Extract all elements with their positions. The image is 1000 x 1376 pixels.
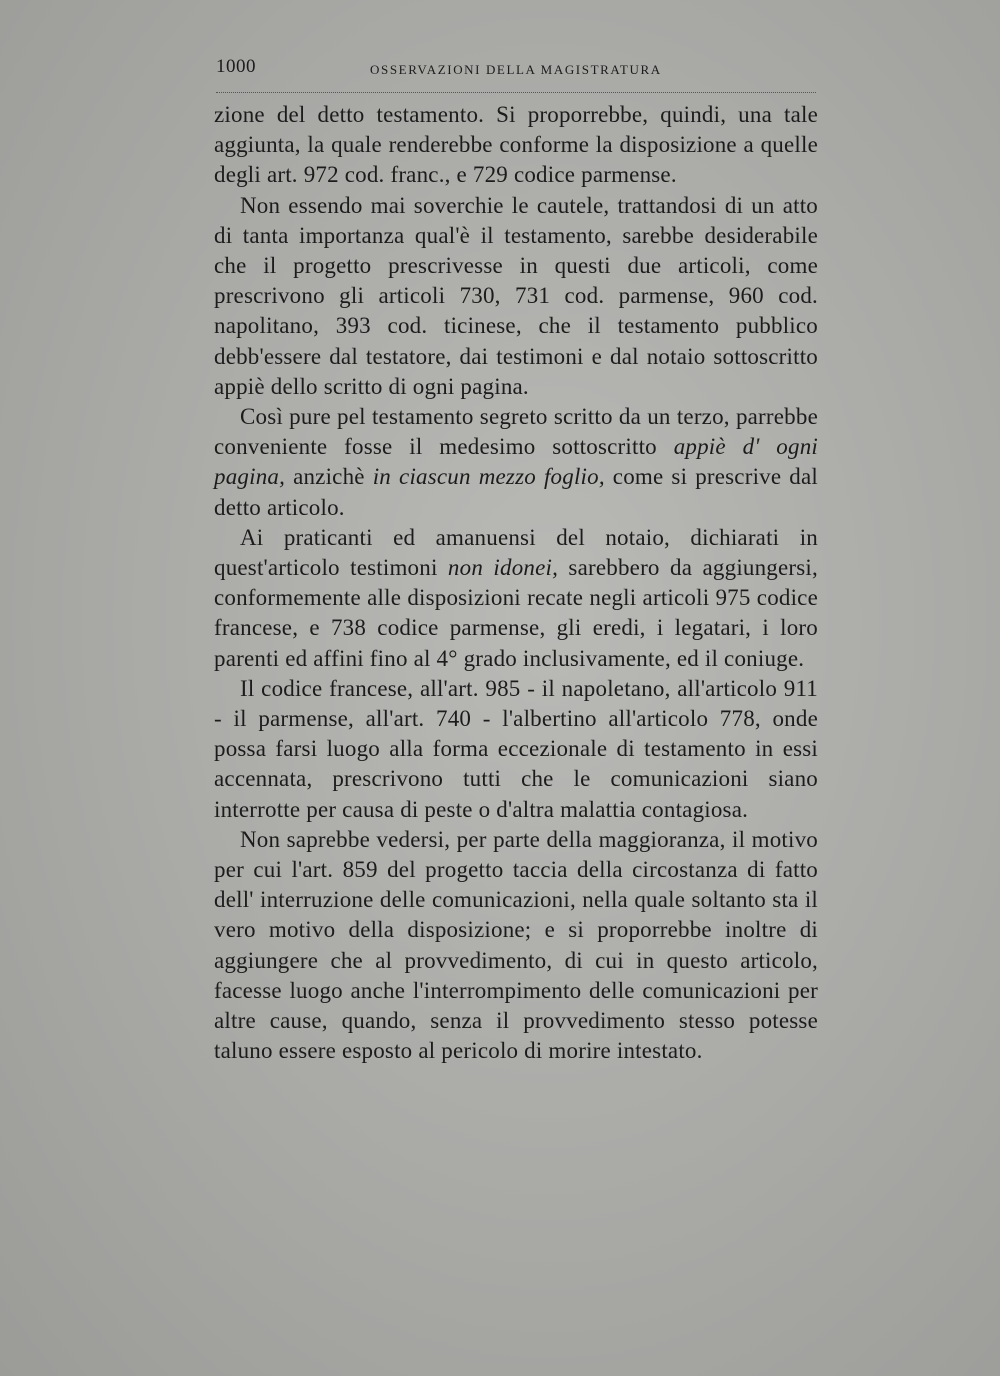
paragraph-3-part-3: come si prescrive dal detto articolo. xyxy=(214,464,818,520)
paragraph-3-part-1: Così pure pel testamento segreto scritto da un terzo, parrebbe conveniente fosse il medesimo sottoscritto xyxy=(214,404,818,460)
header-rule xyxy=(216,92,816,93)
paragraph-5: Il codice francese, all'art. 985 - il napoletano, all'articolo 911 - il parmense, all'art. 740 - l'albertino all'articolo 778, onde possa farsi luogo alla forma eccezionale di testamento in essi accennata, prescrivono tutti che le comunicazioni siano interrotte per causa di peste o d'altra malattia contagiosa. xyxy=(214,675,818,822)
paragraph-3-italic-1: appiè d' ogni pagina, xyxy=(214,434,818,490)
paragraph-3-italic-2: in ciascun mezzo foglio, xyxy=(372,464,605,490)
paragraph-3 xyxy=(214,402,818,523)
paragraph-4-part-2: sarebbero da aggiungersi, conformemente alle disposizioni recate negli articoli 975 codice francese, e 738 codice parmense, gli eredi, i legatari, i loro parenti ed affini fino al 4° grado inclusivamente, ed il coniuge. xyxy=(214,555,818,671)
paragraph-4-italic-1: non idonei, xyxy=(447,555,559,581)
paragraph-4-part-1: Ai praticanti ed amanuensi del notaio, dichiarati in quest'articolo testimoni xyxy=(214,524,818,581)
paragraph-1: zione del detto testamento. Si proporrebbe, quindi, una tale aggiunta, la quale renderebbe conforme la disposizione a quelle degli art. 972 cod. franc., e 729 codice parmense. xyxy=(214,102,818,188)
running-head: OSSERVAZIONI DELLA MAGISTRATURA xyxy=(370,62,662,77)
paragraph-2: Non essendo mai soverchie le cautele, trattandosi di un atto di tanta importanza qual'è il testamento, sarebbe desiderabile che il progetto prescrivesse in questi due articoli, come prescrivono gli articoli 730, 731 cod. parmense, 960 cod. napolitano, 393 cod. ticinese, che il testamento pubblico debb'essere dal testatore, dai testimoni e dal notaio sottoscritto appiè dello scritto di ogni pagina. xyxy=(214,192,818,399)
paragraph-3-part-2: anzichè xyxy=(285,464,373,490)
page-header xyxy=(216,56,816,84)
paragraph-4 xyxy=(214,523,818,674)
paragraph-6: Non saprebbe vedersi, per parte della maggioranza, il motivo per cui l'art. 859 del progetto taccia della circostanza di fatto dell' interruzione delle comunicazioni, nella quale soltanto sta il vero motivo della disposizione; e si proporrebbe inoltre di aggiungere che al provvedimento, di cui in questo articolo, facesse luogo anche l'interrompimento delle comunicazioni per altre cause, quando, senza il provvedimento stesso potesse taluno essere esposto al pericolo di morire intestato. xyxy=(214,826,818,1064)
page-number: 1000 xyxy=(216,56,256,77)
body-text xyxy=(214,100,818,1067)
